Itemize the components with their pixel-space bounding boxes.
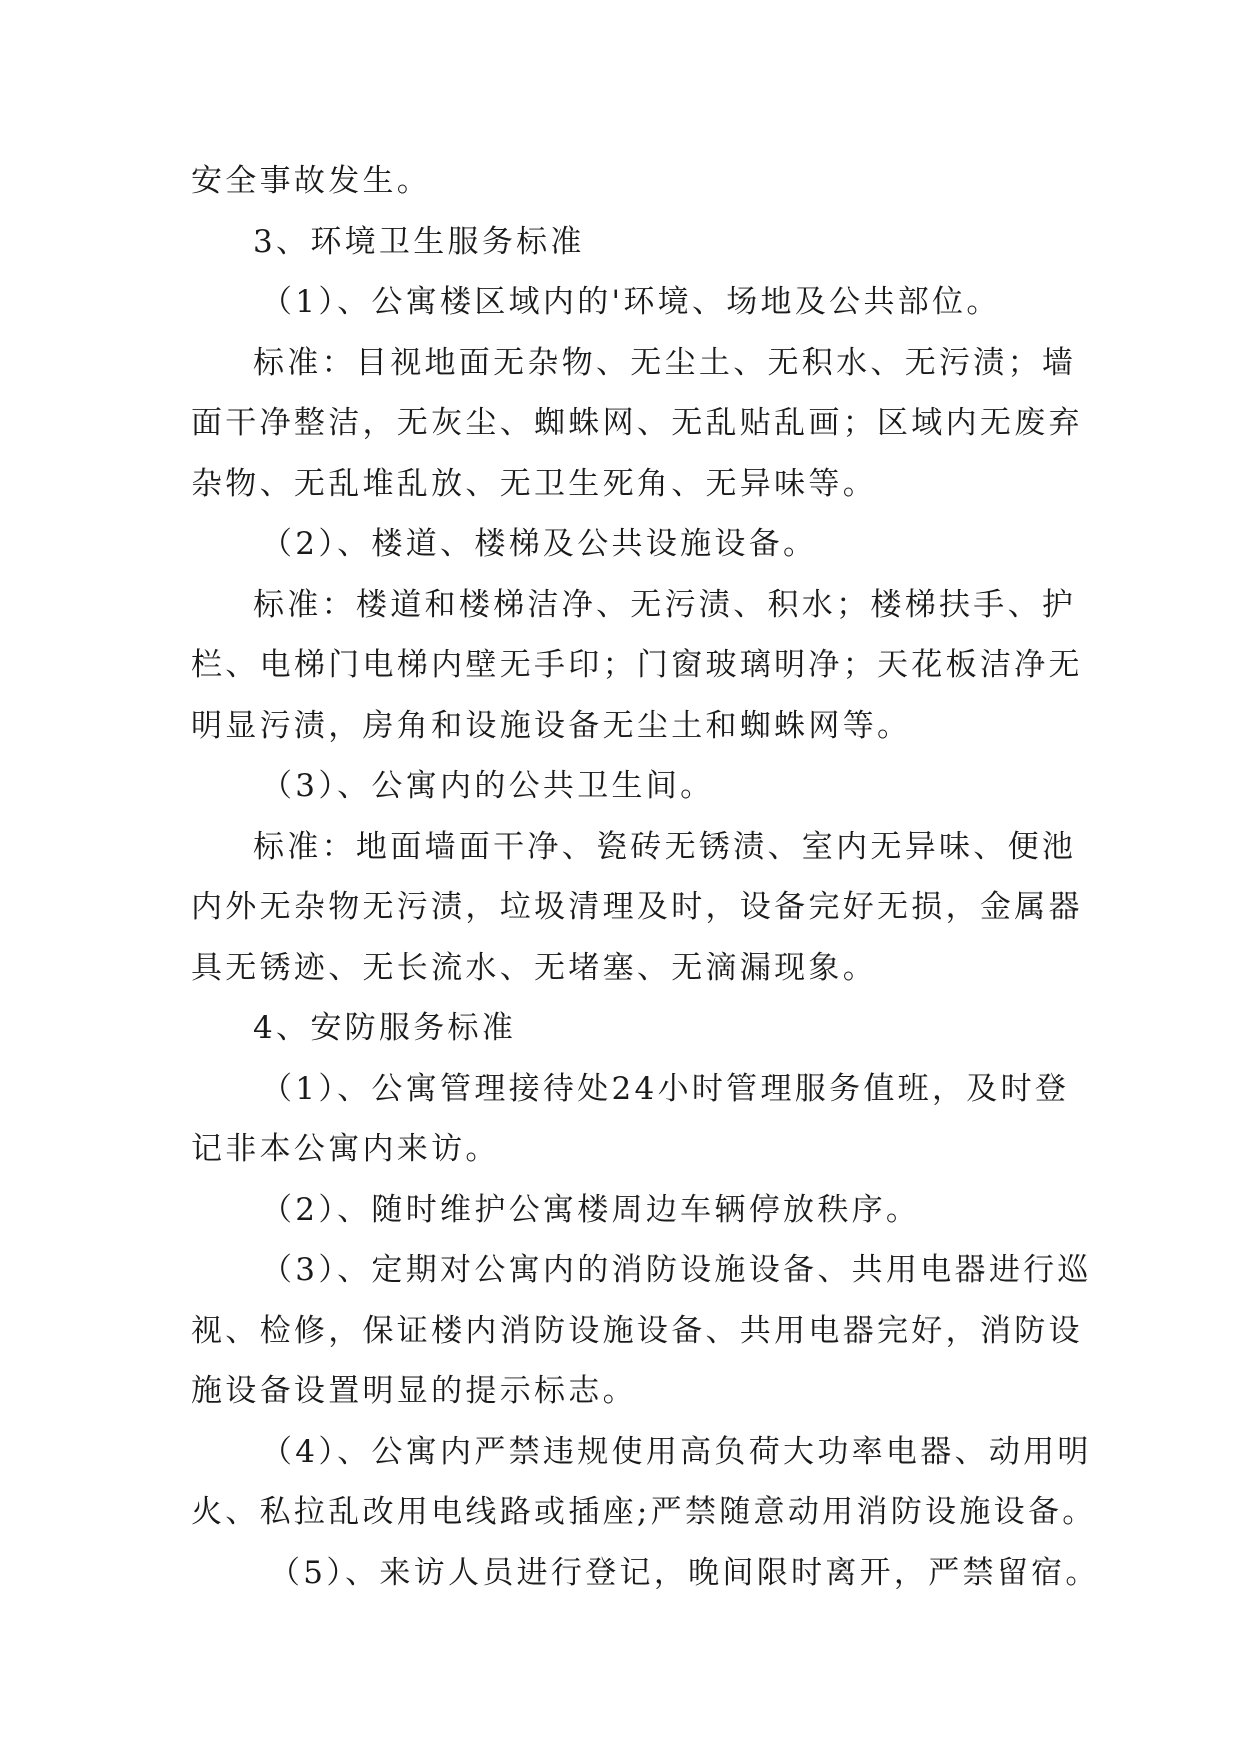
text-line: 面干净整洁，无灰尘、蜘蛛网、无乱贴乱画；区域内无废弃 (191, 405, 1083, 441)
list-item: （1）、公寓管理接待处24小时管理服务值班，及时登 (261, 1070, 1070, 1107)
text-line: 杂物、无乱堆乱放、无卫生死角、无异味等。 (191, 465, 877, 502)
text-line: 标准：地面墙面干净、瓷砖无锈渍、室内无异味、便池 (253, 828, 1077, 865)
text-line: 具无锈迹、无长流水、无堵塞、无滴漏现象。 (191, 949, 877, 986)
text-line: 明显污渍，房角和设施设备无尘土和蜘蛛网等。 (191, 707, 912, 744)
document-body (191, 151, 1100, 1603)
text-line: 内外无杂物无污渍，垃圾清理及时，设备完好无损，金属器 (191, 889, 1083, 925)
text-line: 记非本公寓内来访。 (191, 1131, 500, 1167)
list-item: （3）、定期对公寓内的消防设施设备、共用电器进行巡 (261, 1252, 1092, 1288)
section-heading: 4、安防服务标准 (253, 1010, 517, 1046)
text-line: 施设备设置明显的提示标志。 (191, 1373, 637, 1409)
list-item: （4）、公寓内严禁违规使用高负荷大功率电器、动用明 (261, 1433, 1092, 1470)
text-line: 视、检修，保证楼内消防设施设备、共用电器完好，消防设 (191, 1312, 1083, 1349)
text-line: 标准：楼道和楼梯洁净、无污渍、积水；楼梯扶手、护 (253, 586, 1077, 623)
list-item: （2）、楼道、楼梯及公共设施设备。 (261, 526, 818, 562)
section-heading: 3、环境卫生服务标准 (253, 223, 585, 260)
list-item: （5）、来访人员进行登记，晚间限时离开，严禁留宿。 (269, 1554, 1100, 1591)
text-line: 安全事故发生。 (191, 163, 432, 199)
text-line: 栏、电梯门电梯内壁无手印；门窗玻璃明净；天花板洁净无 (191, 647, 1083, 683)
list-item: （3）、公寓内的公共卫生间。 (261, 768, 715, 804)
text-line: 标准：目视地面无杂物、无尘土、无积水、无污渍；墙 (253, 344, 1077, 381)
list-item: （1）、公寓楼区域内的'环境、场地及公共部位。 (261, 284, 1001, 320)
text-line: 火、私拉乱改用电线路或插座;严禁随意动用消防设施设备。 (191, 1494, 1097, 1530)
list-item: （2）、随时维护公寓楼周边车辆停放秩序。 (261, 1191, 921, 1228)
